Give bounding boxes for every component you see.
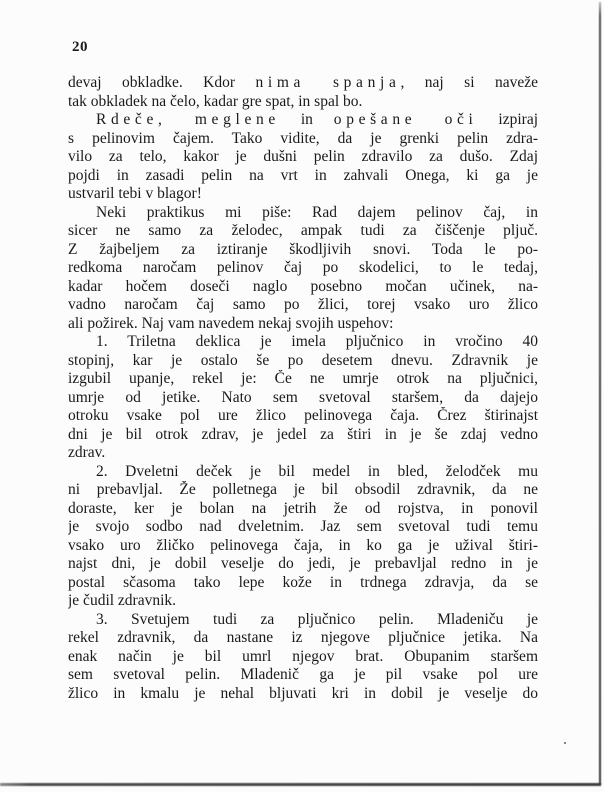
text-line: Neki praktikus mi piše: Rad dajem pelinov čaj, in [96, 203, 538, 221]
scan-speck [564, 742, 566, 744]
text-line: izgubil upanje, rekel je: Če ne umrje otrok na pljučnici, [68, 370, 538, 387]
text-line: zdrav. [68, 444, 106, 461]
text-line: sicer ne samo za želodec, ampak tudi za čiščenje pljuč. [68, 222, 538, 239]
text-line: ni prebavljal. Že polletnega je bil obsodil zdravnik, da ne [68, 481, 538, 498]
text-line: otroku vsake pol ure žlico pelinovega čaja. Črez štirinajst [68, 407, 538, 424]
text-line: ustvaril tebi v blagor! [68, 185, 202, 202]
paragraph [68, 111, 538, 204]
text-line: ali požirek. Naj vam navedem nekaj svojih uspehov: [68, 314, 394, 332]
letterspaced-text: opešane oči [333, 111, 478, 128]
letterspaced-text: Rdeče, meglene [96, 111, 280, 128]
text-line: Z žajbeljem za iztiranje škodljivih snovi. Toda le po- [68, 240, 538, 258]
text-line: pojdi in zasadi pelin na vrt in zahvali Onega, ki ga je [68, 166, 538, 184]
text-line: postal sčasoma tako lepe kože in trdnega zdravja, da se [68, 573, 538, 591]
text-line: žlico in kmalu je nehal bljuvati kri in dobil je veselje do [68, 684, 538, 702]
text-line: doraste, ker je bolan na jetrih že od rojstva, in ponovil [68, 499, 538, 517]
text-line: enak način je bil umrl njegov brat. Obupanim staršem [68, 647, 538, 665]
paragraph [68, 204, 538, 334]
text-line: 3. Svetujem tudi za pljučnico pelin. Mladeniču je [96, 610, 538, 628]
paragraph [68, 611, 538, 704]
paragraph [68, 74, 538, 111]
text-line: najst dni, je dobil veselje do jedi, je prebavljal redno in je [68, 555, 538, 572]
paragraph [68, 463, 538, 611]
text-line: tak obkladek na čelo, kadar gre spat, in spal bo. [68, 92, 363, 110]
text-line: umrje od jetike. Nato sem svetoval staršem, da dajejo [68, 388, 538, 406]
text-line: dni je bil otrok zdrav, je jedel za štiri in je še zdaj vedno [68, 425, 538, 443]
page-number: 20 [72, 39, 88, 55]
text-line: je svojo sodbo nad dveletnim. Jaz sem svetoval tudi temu [68, 518, 538, 535]
scan-shadow-bottom [0, 783, 601, 786]
text-line: je čudil zdravnik. [68, 592, 177, 609]
text-line: s pelinovim čajem. Tako vidite, da je grenki pelin zdra- [68, 129, 538, 147]
text-line: sem svetoval pelin. Mladenič ga je pil vsake pol ure [68, 666, 538, 683]
paragraph [68, 333, 538, 463]
text-line: vilo za telo, kakor je dušni pelin zdravilo za dušo. Zdaj [68, 148, 538, 165]
text-line: rekel zdravnik, da nastane iz njegove pljučnice jetika. Na [68, 629, 538, 646]
text-line: redkoma naročam pelinov čaj po skodelici, to le tedaj, [68, 259, 538, 276]
text-line: vadno naročam čaj samo po žlici, torej vsako uro žlico [68, 296, 538, 313]
text-line: stopinj, kar je ostalo še po desetem dnevu. Zdravnik je [68, 351, 538, 369]
text-block [68, 74, 538, 703]
letterspaced-text: nima spanja [255, 74, 401, 91]
text-line: 1. Triletna deklica je imela pljučnico in vročino 40 [96, 333, 538, 350]
text-line: 2. Dveletni deček je bil medel in bled, želodček mu [96, 462, 538, 480]
text-line: devaj obkladke. Kdor nima spanja, naj si naveže [68, 74, 538, 91]
text-line: vsako uro žličko pelinovega čaja, in ko ga je užival štiri- [68, 536, 538, 554]
scan-shadow-right [599, 2, 601, 785]
text-line: Rdeče, meglene in opešane oči izpiraj [96, 111, 538, 128]
text-line: kadar hočem doseči naglo posebno močan učinek, na- [68, 277, 538, 295]
